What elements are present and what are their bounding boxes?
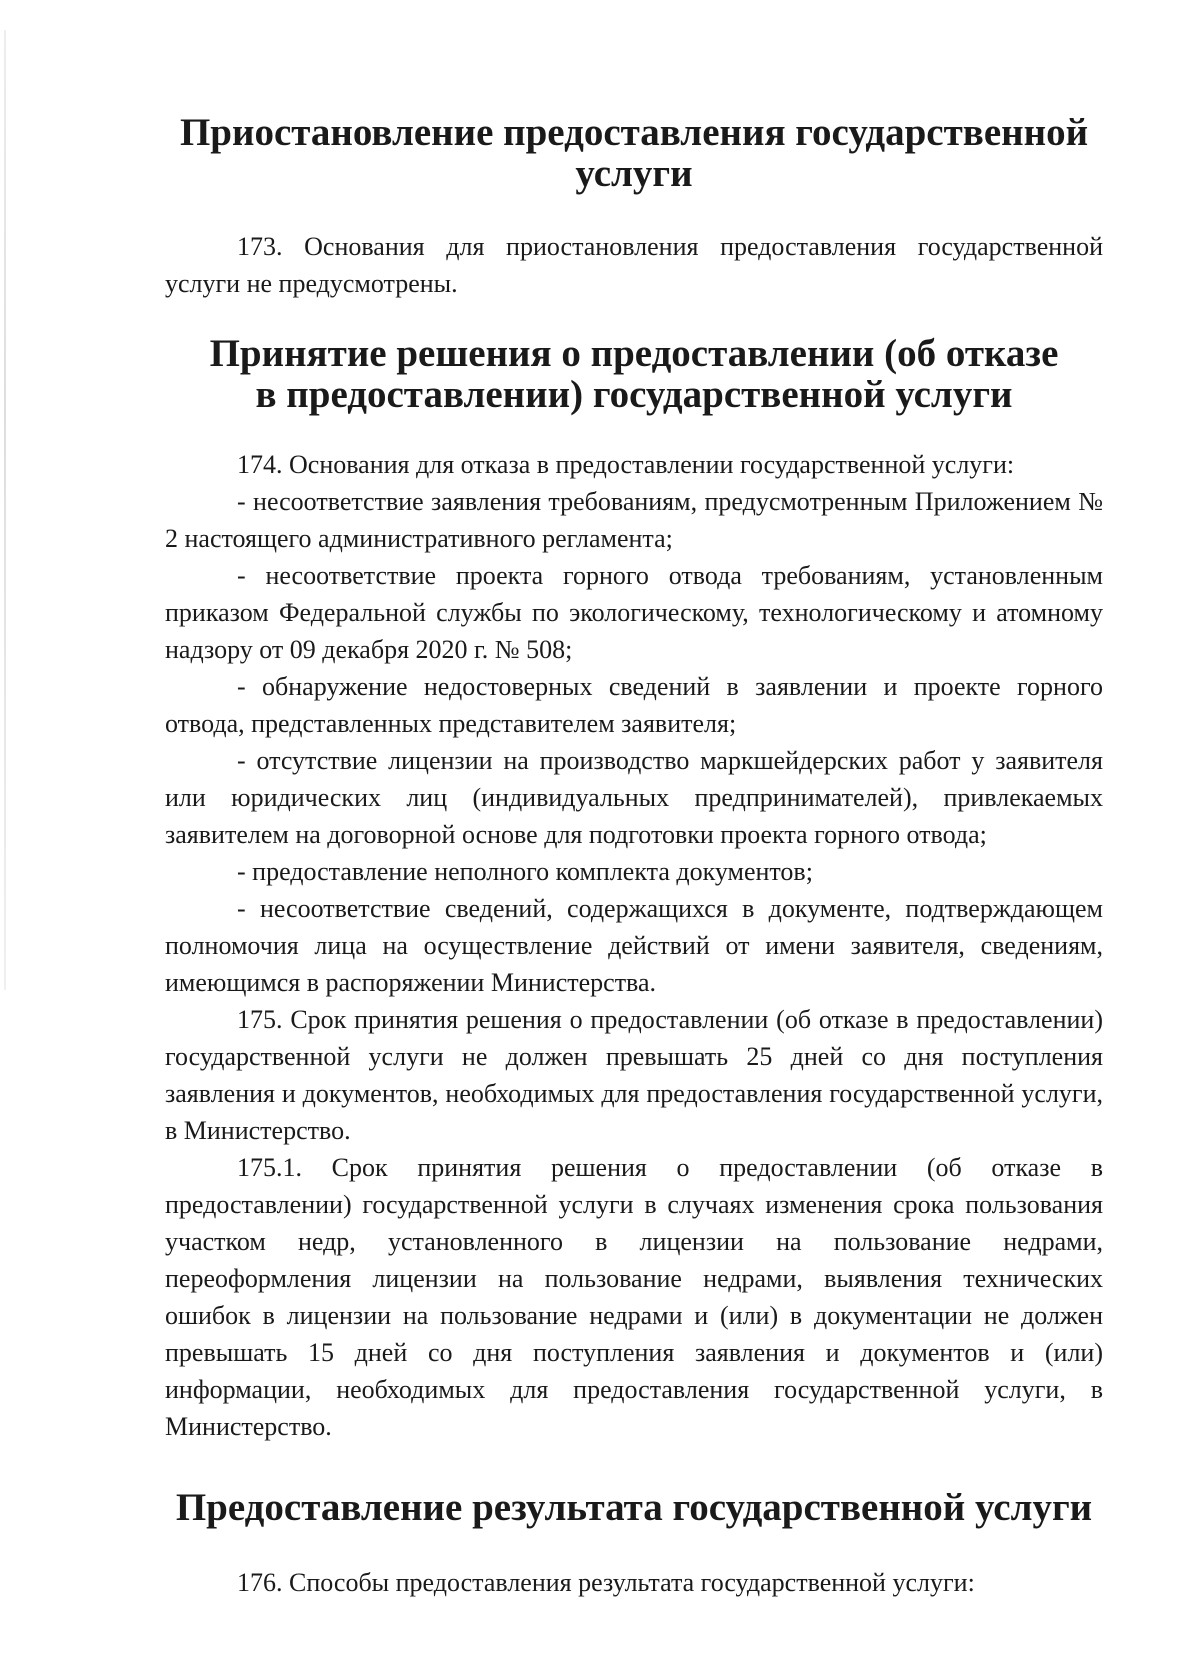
paragraph-175-1: 175.1. Срок принятия решения о предоставлении (об отказе в предоставлении) государственной услуги в случаях изменения срока пользования участком недр, установленного в лицензии на пользование недрами, переоформления лицензии на пользование недрами, выявления технических ошибок в лицензии на пользование недрами и (или) в документации не должен превышать 15 дней со дня поступления заявления и документов и (или) информации, необходимых для предоставления государственной услуги, в Министерство. [165, 1153, 1103, 1441]
paragraph-175: 175. Срок принятия решения о предоставлении (об отказе в предоставлении) государственной услуги не должен превышать 25 дней со дня поступления заявления и документов, необходимых для предоставления государственной услуги, в Министерство. [165, 1005, 1103, 1145]
refusal-ground-3: - обнаружение недостоверных сведений в заявлении и проекте горного отвода, представленных представителем заявителя; [165, 672, 1103, 738]
heading-result [165, 1487, 1103, 1528]
scan-edge-line [4, 30, 6, 990]
refusal-ground-6: - несоответствие сведений, содержащихся в документе, подтверждающем полномочия лица на осуществление действий от имени заявителя, сведениям, имеющимся в распоряжении Министерства. [165, 894, 1103, 997]
paragraph-176: 176. Способы предоставления результата государственной услуги: [237, 1568, 975, 1597]
document-body [165, 112, 1103, 1601]
refusal-ground-5: - предоставление неполного комплекта документов; [237, 857, 813, 886]
refusal-ground-1: - несоответствие заявления требованиям, предусмотренным Приложением № 2 настоящего административного регламента; [165, 487, 1103, 553]
heading-decision-line2: в предоставлении) государственной услуги [255, 373, 1013, 416]
paragraph-174: 174. Основания для отказа в предоставлении государственной услуги: [237, 450, 1015, 479]
heading-suspension [165, 112, 1103, 194]
heading-decision [165, 333, 1103, 415]
refusal-ground-4: - отсутствие лицензии на производство маркшейдерских работ у заявителя или юридических лиц (индивидуальных предпринимателей), привлекаемых заявителем на договорной основе для подготовки проекта горного отвода; [165, 746, 1103, 849]
heading-result-text: Предоставление результата государственной услуги [175, 1486, 1093, 1529]
heading-decision-line1: Принятие решения о предоставлении (об отказе [209, 332, 1059, 375]
refusal-ground-2: - несоответствие проекта горного отвода требованиям, установленным приказом Федеральной службы по экологическому, технологическому и атомному надзору от 09 декабря 2020 г. № 508; [165, 561, 1103, 664]
heading-suspension-text: Приостановление предоставления государственной услуги [179, 111, 1089, 195]
paragraph-173: 173. Основания для приостановления предоставления государственной услуги не предусмотрены. [165, 232, 1103, 298]
